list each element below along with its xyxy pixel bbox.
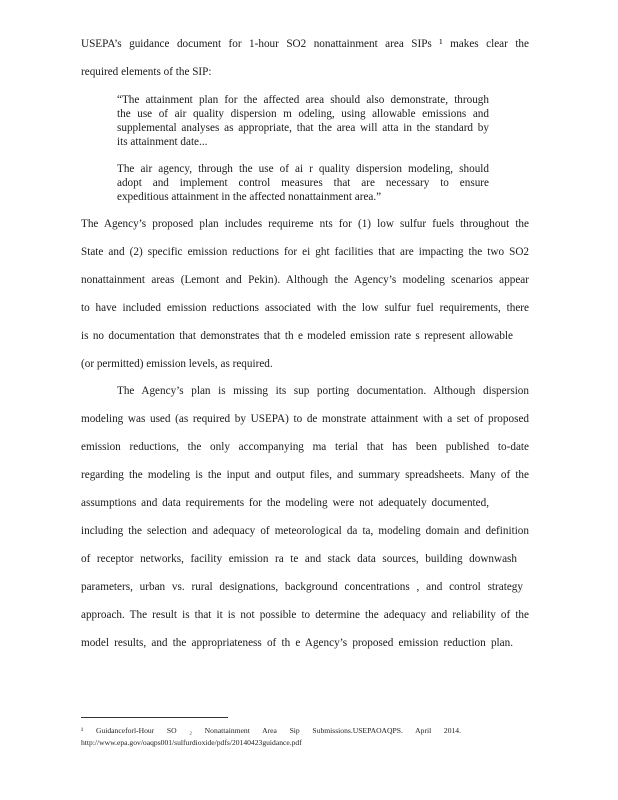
block-quote-line: supplemental analyses as appropriate, that the area will atta in the standard by [117,122,489,134]
block-quote-line: adopt and implement control measures that are necessary to ensure [117,177,489,189]
paragraph-1-line: USEPA’s guidance document for 1-hour SO2 nonattainment area SIPs ¹ makes clear the [81,38,529,50]
paragraph-3-line: parameters, urban vs. rural designations, background concentrations , and control strategy [81,581,523,593]
block-quote-line: the use of air quality dispersion m odeling, using allowable emissions and [117,108,489,120]
paragraph-2-line: to have included emission reductions associated with the low sulfur fuel requirements, there [81,302,529,314]
paragraph-3-line: model results, and the appropriateness of th e Agency’s proposed emission reduction plan. [81,637,513,649]
paragraph-1-line: required elements of the SIP: [81,66,212,78]
paragraph-3-line: including the selection and adequacy of meteorological da ta, modeling domain and definition [81,525,529,537]
paragraph-3-line: approach. The result is that it is not possible to determine the adequacy and reliability of the [81,609,529,621]
block-quote-line: “The attainment plan for the affected area should also demonstrate, through [117,94,489,106]
block-quote-line: The air agency, through the use of ai r quality dispersion modeling, should [117,163,489,175]
paragraph-3-line: of receptor networks, facility emission ra te and stack data sources, building downwash [81,553,517,565]
paragraph-3-line: modeling was used (as required by USEPA) to de monstrate attainment with a set of proposed [81,413,529,425]
paragraph-2-line: nonattainment areas (Lemont and Pekin). Although the Agency’s modeling scenarios appear [81,274,529,286]
paragraph-2-line: is no documentation that demonstrates that th e modeled emission rate s represent allowable [81,330,513,342]
footnote-line: ¹ Guidanceforl-Hour SO ₂ Nonattainment Area Sip Submissions.USEPAOAQPS. April 2014. [81,726,461,735]
block-quote-line: expeditious attainment in the affected nonattainment area.” [117,191,382,203]
paragraph-2-line: The Agency’s proposed plan includes requireme nts for (1) low sulfur fuels throughout the [81,218,529,230]
footnote-rule [81,717,228,718]
paragraph-3-line: regarding the modeling is the input and output files, and summary spreadsheets. Many of the [81,469,529,481]
paragraph-3-line: The Agency’s plan is missing its sup porting documentation. Although dispersion [117,385,529,397]
paragraph-2-line: State and (2) specific emission reductions for ei ght facilities that are impacting the two SO2 [81,246,529,258]
footnote-url: http://www.epa.gov/oaqps001/sulfurdioxide/pdfs/20140423guidance.pdf [81,738,302,747]
paragraph-2-line: (or permitted) emission levels, as required. [81,358,273,370]
paragraph-3-line: assumptions and data requirements for the modeling were not adequately documented, [81,497,489,509]
block-quote-line: its attainment date... [117,136,208,148]
paragraph-3-line: emission reductions, the only accompanying ma terial that has been published to-date [81,441,529,453]
